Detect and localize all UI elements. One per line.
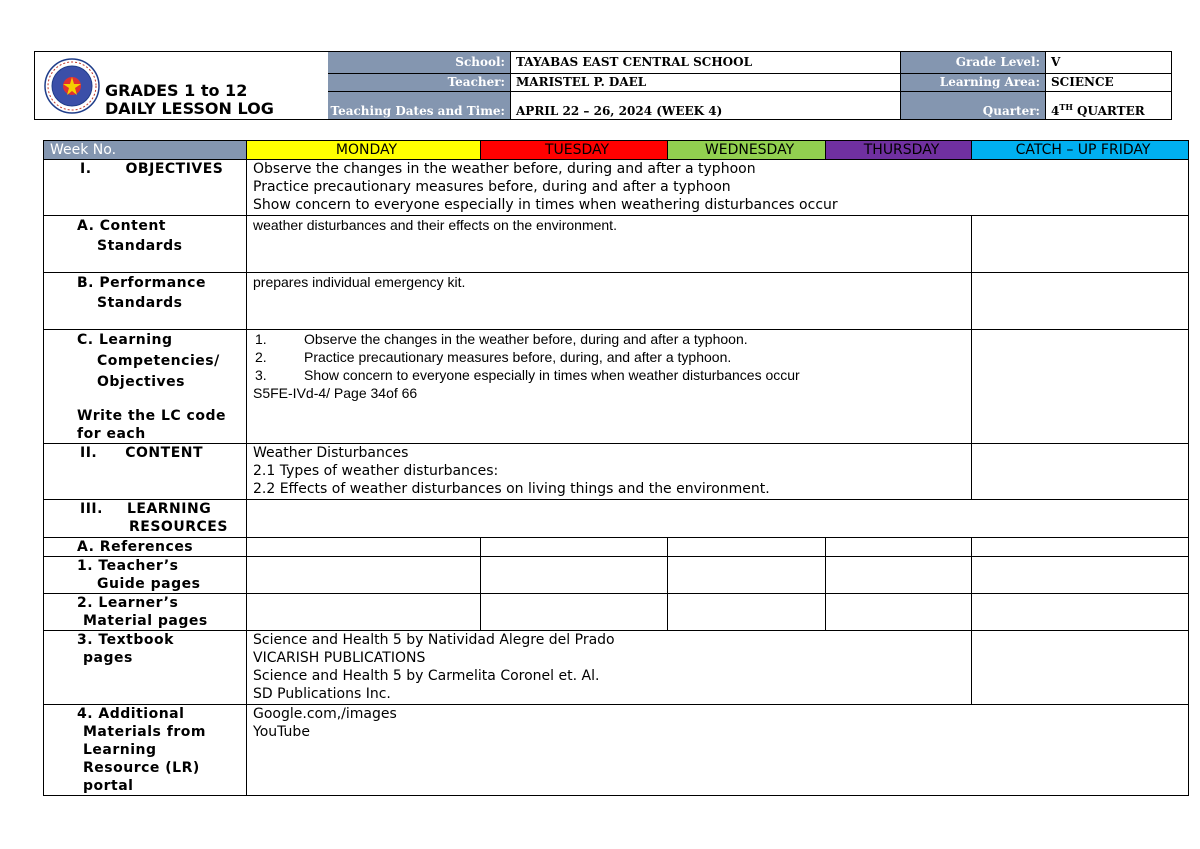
perf-std-label-1: B. Performance bbox=[77, 275, 206, 291]
row-textbook bbox=[44, 631, 1189, 705]
am-label-5: portal bbox=[83, 778, 134, 794]
lc-text: Practice precautionary measures before, during, and after a typhoon. bbox=[304, 349, 732, 365]
header-block bbox=[34, 51, 1172, 120]
lm-label bbox=[44, 594, 247, 631]
list-item bbox=[253, 330, 971, 348]
dates-value-text: APRIL 22 – 26, 2024 (WEEK 4) bbox=[516, 104, 723, 118]
day-wednesday: WEDNESDAY bbox=[668, 141, 826, 160]
row-content-standards bbox=[44, 216, 1189, 273]
area-label: Learning Area: bbox=[901, 74, 1046, 91]
tg-wed bbox=[668, 557, 826, 594]
days-row bbox=[44, 141, 1189, 160]
content-num: II. bbox=[80, 445, 98, 461]
header-title bbox=[105, 82, 274, 118]
am-label-2: Materials from bbox=[83, 724, 206, 740]
dates-label-text: Teaching Dates and Time: bbox=[330, 104, 505, 118]
quarter-num: 4 bbox=[1051, 104, 1060, 118]
area-value: SCIENCE bbox=[1051, 75, 1114, 89]
lr-text-1: LEARNING bbox=[126, 501, 212, 517]
lc-num: 2. bbox=[255, 349, 267, 365]
teacher-value: MARISTEL P. DAEL bbox=[511, 74, 901, 91]
tg-label-2: Guide pages bbox=[97, 576, 201, 592]
row-additional-materials bbox=[44, 705, 1189, 796]
lc-label-1: C. Learning bbox=[77, 332, 173, 348]
day-monday: MONDAY bbox=[247, 141, 481, 160]
lm-label-2: Material pages bbox=[83, 613, 208, 629]
am-label-4: Resource (LR) bbox=[83, 760, 200, 776]
title-line-2: DAILY LESSON LOG bbox=[105, 99, 274, 118]
lm-wed bbox=[668, 594, 826, 631]
title-line-1: GRADES 1 to 12 bbox=[105, 81, 248, 100]
lm-tue bbox=[481, 594, 668, 631]
list-item bbox=[253, 366, 971, 384]
objective-line: Practice precautionary measures before, during and after a typhoon bbox=[253, 179, 731, 195]
tb-label bbox=[44, 631, 247, 705]
content-value bbox=[247, 444, 972, 500]
ref-tue bbox=[481, 538, 668, 557]
lc-num: 1. bbox=[255, 331, 267, 347]
grade-label: Grade Level: bbox=[901, 52, 1046, 73]
textbook-line: SD Publications Inc. bbox=[253, 686, 391, 702]
tg-label-1: 1. Teacher’s bbox=[77, 558, 179, 574]
perf-std-label bbox=[44, 273, 247, 330]
teacher-label: Teacher: bbox=[328, 74, 511, 91]
lm-fri bbox=[972, 594, 1189, 631]
objectives-num: I. bbox=[80, 161, 92, 177]
ref-wed bbox=[668, 538, 826, 557]
lc-num: 3. bbox=[255, 367, 267, 383]
lm-label-1: 2. Learner’s bbox=[77, 595, 179, 611]
tg-tue bbox=[481, 557, 668, 594]
objectives-text: OBJECTIVES bbox=[125, 161, 224, 177]
ref-fri bbox=[972, 538, 1189, 557]
school-label: School: bbox=[328, 52, 511, 73]
lc-label-2: Competencies/ bbox=[97, 353, 220, 369]
perf-std-label-2: Standards bbox=[97, 295, 183, 311]
lc-list bbox=[253, 330, 971, 384]
lc-code: S5FE-IVd-4/ Page 34of 66 bbox=[253, 385, 418, 401]
list-item bbox=[253, 348, 971, 366]
lr-value bbox=[247, 500, 1189, 538]
perf-std-friday bbox=[972, 273, 1189, 330]
additional-line: Google.com,/images bbox=[253, 706, 397, 722]
content-label bbox=[44, 444, 247, 500]
row-content bbox=[44, 444, 1189, 500]
tg-thu bbox=[826, 557, 972, 594]
row-teachers-guide bbox=[44, 557, 1189, 594]
day-friday: CATCH – UP FRIDAY bbox=[972, 141, 1189, 160]
am-label-3: Learning bbox=[83, 742, 157, 758]
objective-line: Observe the changes in the weather before, during and after a typhoon bbox=[253, 161, 756, 177]
dates-label bbox=[328, 92, 511, 119]
content-std-value: weather disturbances and their effects on the environment. bbox=[247, 216, 972, 273]
objective-line: Show concern to everyone especially in times when weathering disturbances occur bbox=[253, 197, 838, 213]
quarter-value bbox=[1046, 92, 1171, 119]
quarter-sup: TH bbox=[1059, 102, 1073, 112]
content-std-label bbox=[44, 216, 247, 273]
content-line: 2.2 Effects of weather disturbances on living things and the environment. bbox=[253, 481, 770, 497]
row-references bbox=[44, 538, 1189, 557]
tb-label-1: 3. Textbook bbox=[77, 632, 174, 648]
lc-label bbox=[44, 330, 247, 444]
dates-value bbox=[511, 92, 901, 119]
additional-line: YouTube bbox=[253, 724, 310, 740]
row-learning-competencies bbox=[44, 330, 1189, 444]
quarter-label bbox=[901, 92, 1046, 119]
lc-text: Show concern to everyone especially in times when weather disturbances occur bbox=[304, 367, 800, 383]
am-label bbox=[44, 705, 247, 796]
tg-label bbox=[44, 557, 247, 594]
day-tuesday: TUESDAY bbox=[481, 141, 668, 160]
header-title-cell bbox=[35, 52, 329, 119]
header-row-dates bbox=[328, 92, 1171, 119]
day-thursday: THURSDAY bbox=[826, 141, 972, 160]
textbook-line: VICARISH PUBLICATIONS bbox=[253, 650, 426, 666]
lc-label-4: Write the LC code for each bbox=[77, 408, 226, 442]
additional-value bbox=[247, 705, 1189, 796]
lr-label bbox=[44, 500, 247, 538]
quarter-value-text bbox=[1051, 104, 1145, 118]
lc-friday bbox=[972, 330, 1189, 444]
school-value: TAYABAS EAST CENTRAL SCHOOL bbox=[511, 52, 901, 73]
ref-mon bbox=[247, 538, 481, 557]
header-row-school bbox=[328, 52, 1171, 74]
textbook-value bbox=[247, 631, 972, 705]
lr-num: III. bbox=[80, 501, 103, 517]
objectives-content bbox=[247, 160, 1189, 216]
textbook-friday bbox=[972, 631, 1189, 705]
tg-fri bbox=[972, 557, 1189, 594]
ref-thu bbox=[826, 538, 972, 557]
lc-label-3: Objectives bbox=[97, 374, 185, 390]
content-std-friday bbox=[972, 216, 1189, 273]
content-friday bbox=[972, 444, 1189, 500]
content-std-label-2: Standards bbox=[97, 238, 183, 254]
content-line: 2.1 Types of weather disturbances: bbox=[253, 463, 499, 479]
quarter-label-text: Quarter: bbox=[982, 104, 1040, 118]
lc-text: Observe the changes in the weather before, during and after a typhoon. bbox=[304, 331, 748, 347]
content-text: CONTENT bbox=[125, 445, 204, 461]
row-objectives bbox=[44, 160, 1189, 216]
deped-seal-icon bbox=[44, 58, 100, 114]
grade-value: V bbox=[1051, 55, 1061, 69]
lm-thu bbox=[826, 594, 972, 631]
tg-mon bbox=[247, 557, 481, 594]
textbook-line: Science and Health 5 by Natividad Alegre del Prado bbox=[253, 632, 615, 648]
lr-text-2: RESOURCES bbox=[129, 519, 228, 535]
lc-content bbox=[247, 330, 972, 444]
content-line: Weather Disturbances bbox=[253, 445, 409, 461]
textbook-line: Science and Health 5 by Carmelita Coronel et. Al. bbox=[253, 668, 600, 684]
week-no-cell: Week No. bbox=[44, 141, 247, 160]
lesson-log-table bbox=[43, 140, 1189, 796]
quarter-rest: QUARTER bbox=[1072, 104, 1145, 118]
am-label-1: 4. Additional bbox=[77, 706, 185, 722]
header-row-teacher bbox=[328, 74, 1171, 92]
tb-label-2: pages bbox=[83, 650, 133, 666]
perf-std-value: prepares individual emergency kit. bbox=[247, 273, 972, 330]
objectives-label bbox=[44, 160, 247, 216]
row-learning-resources bbox=[44, 500, 1189, 538]
lm-mon bbox=[247, 594, 481, 631]
lr-label-line-1 bbox=[50, 500, 246, 518]
ref-label: A. References bbox=[44, 538, 247, 557]
content-std-label-1: A. Content bbox=[77, 218, 166, 234]
row-performance-standards bbox=[44, 273, 1189, 330]
row-learners-material bbox=[44, 594, 1189, 631]
